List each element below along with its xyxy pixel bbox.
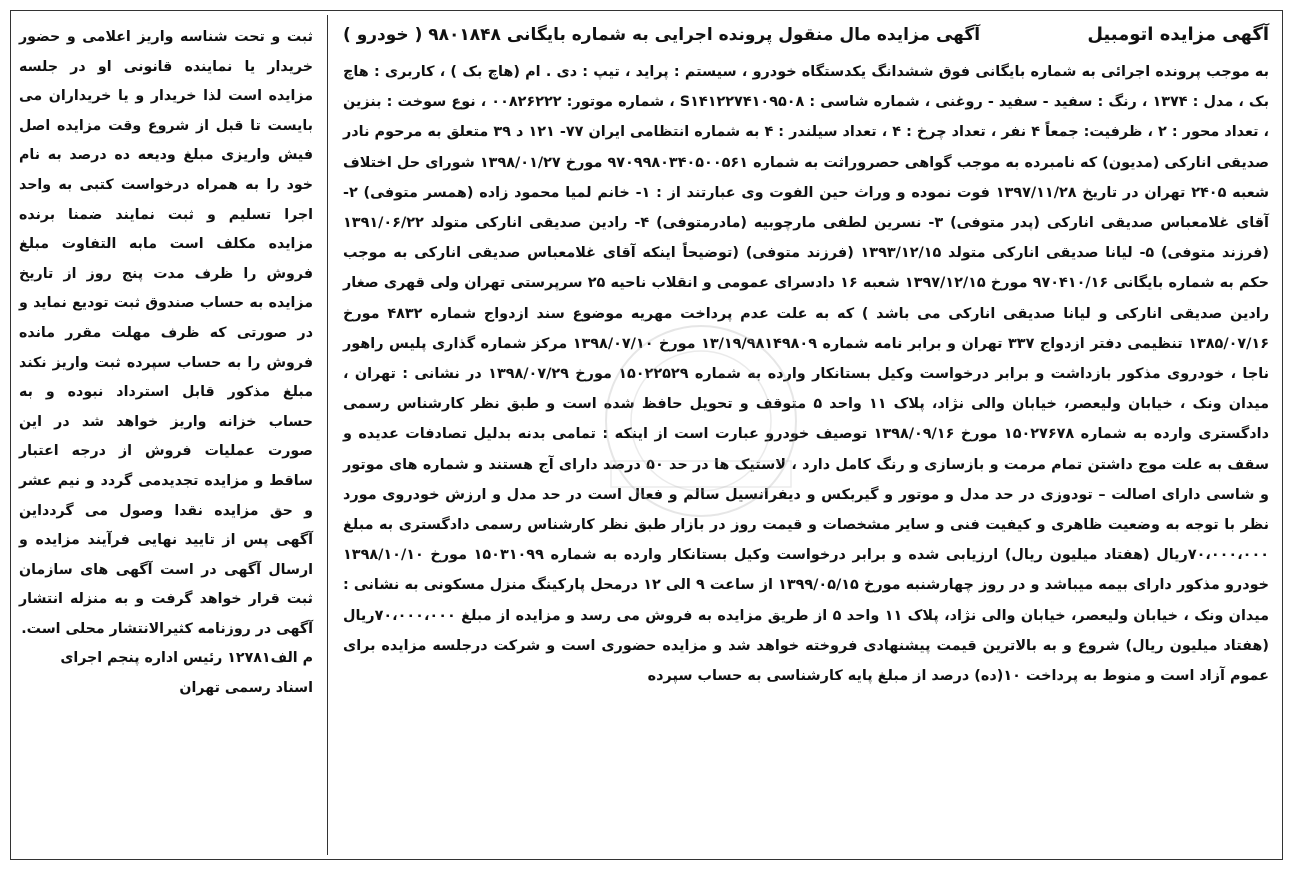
notice-frame — [10, 10, 1283, 860]
column-divider — [327, 15, 328, 855]
notice-header — [343, 21, 1269, 57]
main-column — [331, 11, 1281, 859]
notice-continuation: ثبت و تحت شناسه واریز اعلامی و حضور خریدار یا نماینده قانونی او در جلسه مزایده است لذا خریدار و یا خریداران می بایست تا قبل از شروع وقت مزایده اصل فیش واریزی مبلغ ودیعه ده درصد به نام خود را به همراه درخواست کتبی به واحد اجرا تسلیم و ثبت نمایند ضمنا برنده مزایده مکلف است مابه التفاوت مبلغ فروش را ظرف مدت پنج روز از تاریخ مزایده به حساب صندوق ثبت تودیع نماید و در صورتی که ظرف مهلت مقرر مانده فروش را به حساب سپرده ثبت واریز نکند مبلغ مذکور قابل استرداد نبوده و به حساب خزانه واریز خواهد شد در این صورت عملیات فروش از درجه اعتبار ساقط و مزایده تجدیدمی گردد و نیم عشر و حق مزایده نقدا وصول می گردداین آگهی پس از تایید نهایی فرآیند مزایده و ارسال آگهی در است آگهی های سازمان ثبت قرار خواهد گرفت و به منزله انتشار آگهی در روزنامه کثیرالانتشار محلی است. — [19, 29, 313, 637]
notice-signature: م الف۱۲۷۸۱ رئیس اداره پنجم اجرای اسناد رسمی تهران — [60, 650, 313, 697]
notice-title: آگهی مزایده اتومبیل — [1087, 24, 1269, 45]
side-column — [11, 11, 323, 859]
notice-body: به موجب پرونده اجرائی به شماره بایگانی فوق ششدانگ یکدستگاه خودرو ، سیستم : پراید ، تیپ : دی . ام (هاچ بک ) ، کاربری : هاچ بک ، مدل : ۱۳۷۴ ، رنگ : سفید - سفید - روغنی ، شماره شاسی : S۱۴۱۲۲۷۴۱۰۹۵۰۸ ، شماره موتور: ۰۰۸۲۶۲۲۲ ، نوع سوخت : بنزین ، تعداد محور : ۲ ، ظرفیت: جمعاً ۴ نفر ، تعداد چرخ : ۴ ، تعداد سیلندر : ۴ به شماره انتظامی ایران ۷۷- ۱۲۱ د ۳۹ متعلق به مرحوم نادر صدیقی اناركی (مدیون) که نامبرده به موجب گواهی حصروراثت به شماره ۹۷۰۹۹۸۰۳۴۰۵۰۰۵۶۱ مورخ ۱۳۹۸/۰۱/۲۷ شورای حل اختلاف شعبه ۲۴۰۵ تهران در تاریخ ۱۳۹۷/۱۱/۲۸ فوت نموده و وراث حین الفوت وی عبارتند از : ۱- خانم لمیا محمود زاده (همسر متوفی) ۲-آقای غلامعباس صدیقی اناركی (پدر متوفی) ۳- نسرین لطفی مارچوبیه (مادرمتوفی) ۴- رادین صدیقی اناركی متولد ۱۳۹۱/۰۶/۲۲ (فرزند متوفی) ۵- لیانا صدیقی اناركی متولد ۱۳۹۳/۱۲/۱۵ (فرزند متوفی) (توضیحاً اینکه آقای غلامعباس صدیقی اناركی به موجب حکم به شماره بایگانی ۹۷۰۴۱۰/۱۶ مورخ ۱۳۹۷/۱۲/۱۵ شعبه ۱۶ دادسرای عمومی و انقلاب ناحیه ۲۵ سرپرستی تهران ولی قهری صغار رادین صدیقی اناركی و لیانا صدیقی اناركی می باشد ) که به علت عدم پرداخت مهریه موضوع سند ازدواج شماره ۴۸۳۲ مورخ ۱۳۸۵/۰۷/۱۶ تنظیمی دفتر ازدواج ۳۳۷ تهران و برابر نامه شماره ۱۳/۱۹/۹۸۱۴۹۸۰۹ مورخ ۱۳۹۸/۰۷/۱۰ مرکز شماره گذاری پلیس راهور ناجا ، خودروی مذکور بازداشت و برابر درخواست وکیل بستانکار وارده به شماره ۱۵۰۲۲۵۲۹ مورخ ۱۳۹۸/۰۷/۲۹ در نشانی : تهران ، میدان ونک ، خیابان ولیعصر، خیابان والی نژاد، پلاک ۱۱ واحد ۵ متوقف و تحویل حافظ شده است و طبق نظر کارشناس رسمی دادگستری وارده به شماره ۱۵۰۲۷۶۷۸ مورخ ۱۳۹۸/۰۹/۱۶ توصیف خودرو عبارت است از اینکه : تمامی بدنه بدلیل تصادفات عدیده و سقف به علت موج داشتن تمام مرمت و بازسازی و رنگ کامل دارد ، لاستیک ها در حد ۵۰ درصد دارای آج هستند و شماره های موتور و شاسی دارای اصالت – تودوزی در حد مدل و موتور و گیربکس و دیفرانسیل سالم و فعال است در حد مدل و ارزش خودروی مورد نظر با توجه به وضعیت ظاهری و کیفیت فنی و سایر مشخصات و قیمت روز در بازار طبق نظر کارشناس رسمی دادگستری به مبلغ ۷۰،۰۰۰،۰۰۰ریال (هفتاد میلیون ریال) ارزیابی شده و برابر درخواست وکیل بستانکار وارده به شماره ۱۵۰۳۱۰۹۹ مورخ ۱۳۹۸/۱۰/۱۰ خودرو مذکور دارای بیمه میباشد و در روز چهارشنبه مورخ ۱۳۹۹/۰۵/۱۵ از ساعت ۹ الی ۱۲ درمحل پارکینگ منزل مسکونی به نشانی : میدان ونک ، خیابان ولیعصر، خیابان والی نژاد، پلاک ۱۱ واحد ۵ از طریق مزایده به فروش می رسد و مزایده از مبلغ ۷۰،۰۰۰،۰۰۰ریال (هفتاد میلیون ریال) شروع و به بالاترین قیمت پیشنهادی فروخته خواهد شد و مزایده حضوری است و شرکت درجلسه مزایده برای عموم آزاد است و منوط به پرداخت ۱۰(ده) درصد از مبلغ پایه کارشناسی به حساب سپرده — [343, 64, 1270, 685]
notice-subtitle: آگهی مزایده مال منقول پرونده اجرایی به شماره بایگانی ۹۸۰۱۸۴۸ ( خودرو ) — [343, 25, 981, 45]
